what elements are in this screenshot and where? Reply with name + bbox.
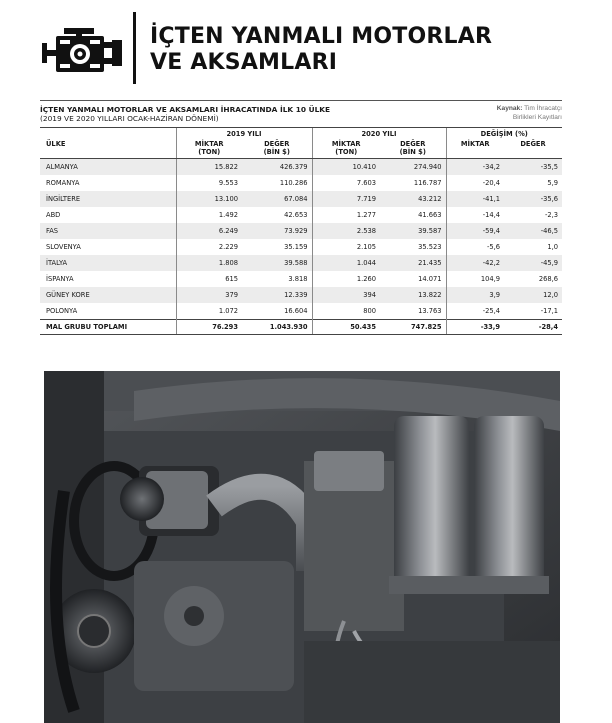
header-change-value: DEĞER	[504, 140, 562, 159]
source-label: Kaynak:	[496, 105, 523, 112]
table-total-row: MAL GRUBU TOPLAMI 76.293 1.043.930 50.435 747.825 -33,9 -28,4	[40, 320, 562, 335]
table-row: ROMANYA 9.553 110.286 7.603 116.787 -20,4 5,9	[40, 175, 562, 191]
header-2020: 2020 YILI	[312, 128, 446, 141]
header-2019: 2019 YILI	[176, 128, 312, 141]
table-row: SLOVENYA 2.229 35.159 2.105 35.523 -5,6 1,0	[40, 239, 562, 255]
table-row: İSPANYA 615 3.818 1.260 14.071 104,9 268,6	[40, 271, 562, 287]
title-line-2: VE AKSAMLARI	[150, 50, 338, 75]
export-table	[40, 127, 562, 335]
header-country: ÜLKE	[40, 140, 176, 159]
table-caption	[40, 105, 562, 123]
source-note	[497, 105, 562, 122]
table-row: İNGİLTERE 13.100 67.084 7.719 43.212 -41,1 -35,6	[40, 191, 562, 207]
page-header	[0, 0, 612, 92]
table-row: FAS 6.249 73.929 2.538 39.587 -59,4 -46,5	[40, 223, 562, 239]
engine-icon	[42, 28, 122, 78]
title-line-1: İÇTEN YANMALI MOTORLAR	[150, 24, 493, 49]
source-text: Tim İhracatçı	[524, 105, 562, 112]
table-row: ALMANYA 15.822 426.379 10.410 274.940 -34,2 -35,5	[40, 159, 562, 176]
header-2019-value: DEĞER (BİN $)	[242, 140, 312, 159]
header-2019-qty: MİKTAR (TON)	[176, 140, 242, 159]
caption-title: İÇTEN YANMALI MOTORLAR VE AKSAMLARI İHRACATINDA İLK 10 ÜLKE	[40, 105, 331, 114]
page-title	[150, 24, 492, 76]
caption-subtitle: (2019 VE 2020 YILLARI OCAK-HAZİRAN DÖNEMİ)	[40, 114, 219, 123]
table-row: POLONYA 1.072 16.604 800 13.763 -25,4 -17,1	[40, 303, 562, 320]
diesel-engine-photo	[44, 371, 560, 723]
engine-illustration	[44, 371, 560, 723]
table-top-rule	[40, 100, 562, 101]
table-row: İTALYA 1.808 39.588 1.044 21.435 -42,2 -45,9	[40, 255, 562, 271]
table-caption-row	[40, 105, 562, 127]
header-2020-qty: MİKTAR (TON)	[312, 140, 380, 159]
source-text-2: Birlikleri Kayıtları	[512, 113, 562, 121]
header-2020-value: DEĞER (BİN $)	[380, 140, 446, 159]
export-table-block	[40, 100, 562, 335]
header-change-qty: MİKTAR	[446, 140, 504, 159]
table-row: GÜNEY KORE 379 12.339 394 13.822 3,9 12,0	[40, 287, 562, 303]
header-change: DEĞİŞİM (%)	[446, 128, 562, 141]
table-row: ABD 1.492 42.653 1.277 41.663 -14,4 -2,3	[40, 207, 562, 223]
header-divider	[133, 12, 136, 84]
